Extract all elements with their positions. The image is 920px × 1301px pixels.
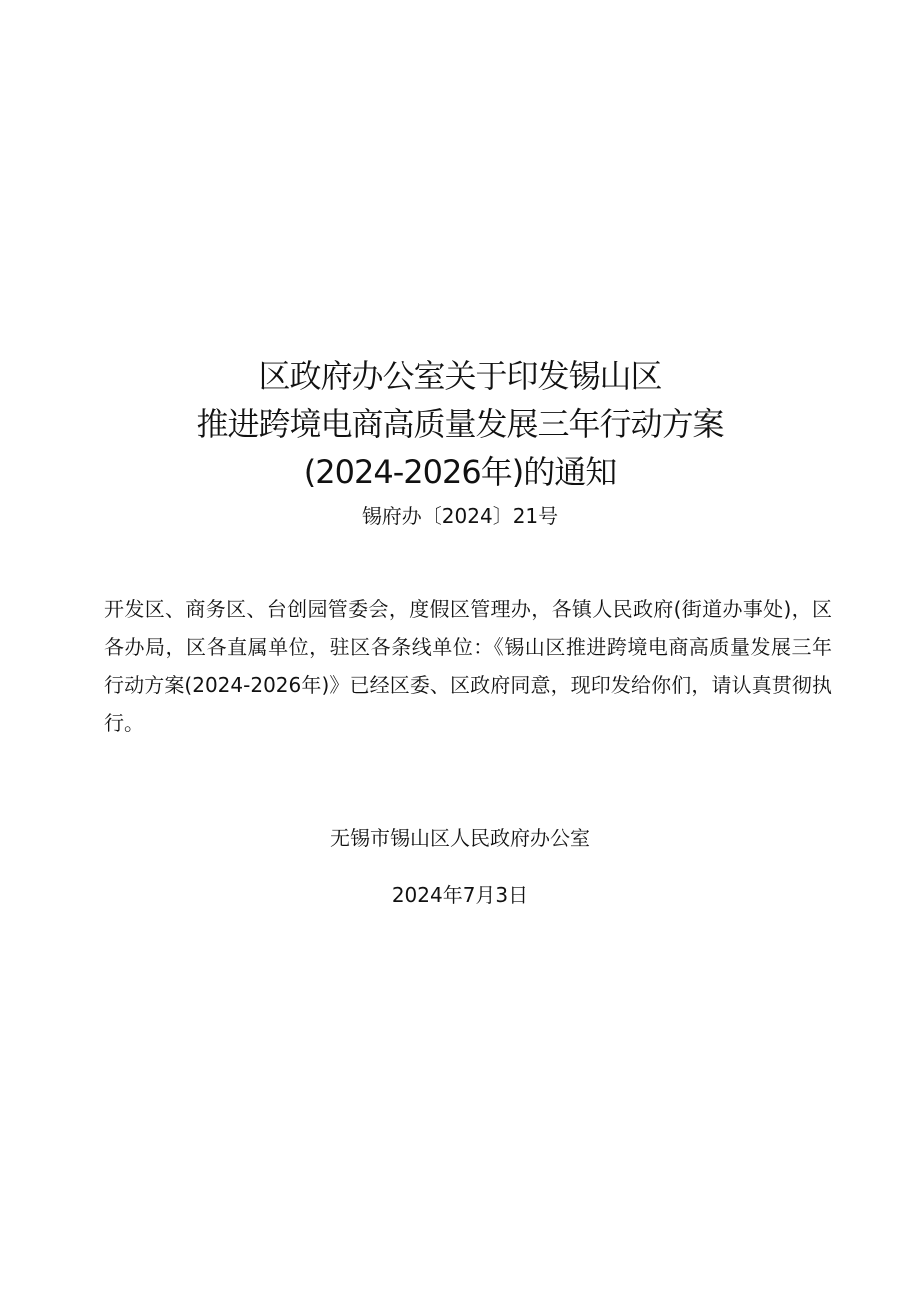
title-line-2: 推进跨境电商高质量发展三年行动方案 [196,405,724,443]
title-line-1: 区政府办公室关于印发锡山区 [258,357,662,395]
document-body: 开发区、商务区、台创园管委会，度假区管理办，各镇人民政府(街道办事处)，区各办局，区各直属单位，驻区各条线单位：《锡山区推进跨境电商高质量发展三年行动方案(2024-2026年)》已经区委、区政府同意，现印发给你们，请认真贯彻执行。 [104,597,832,735]
title-line-3: (2024-2026年)的通知 [303,453,617,491]
issuing-office: 无锡市锡山区人民政府办公室 [330,826,590,850]
document-title [0,352,920,496]
issue-date: 2024年7月3日 [391,883,529,907]
document-number: 锡府办〔2024〕21号 [361,504,559,528]
